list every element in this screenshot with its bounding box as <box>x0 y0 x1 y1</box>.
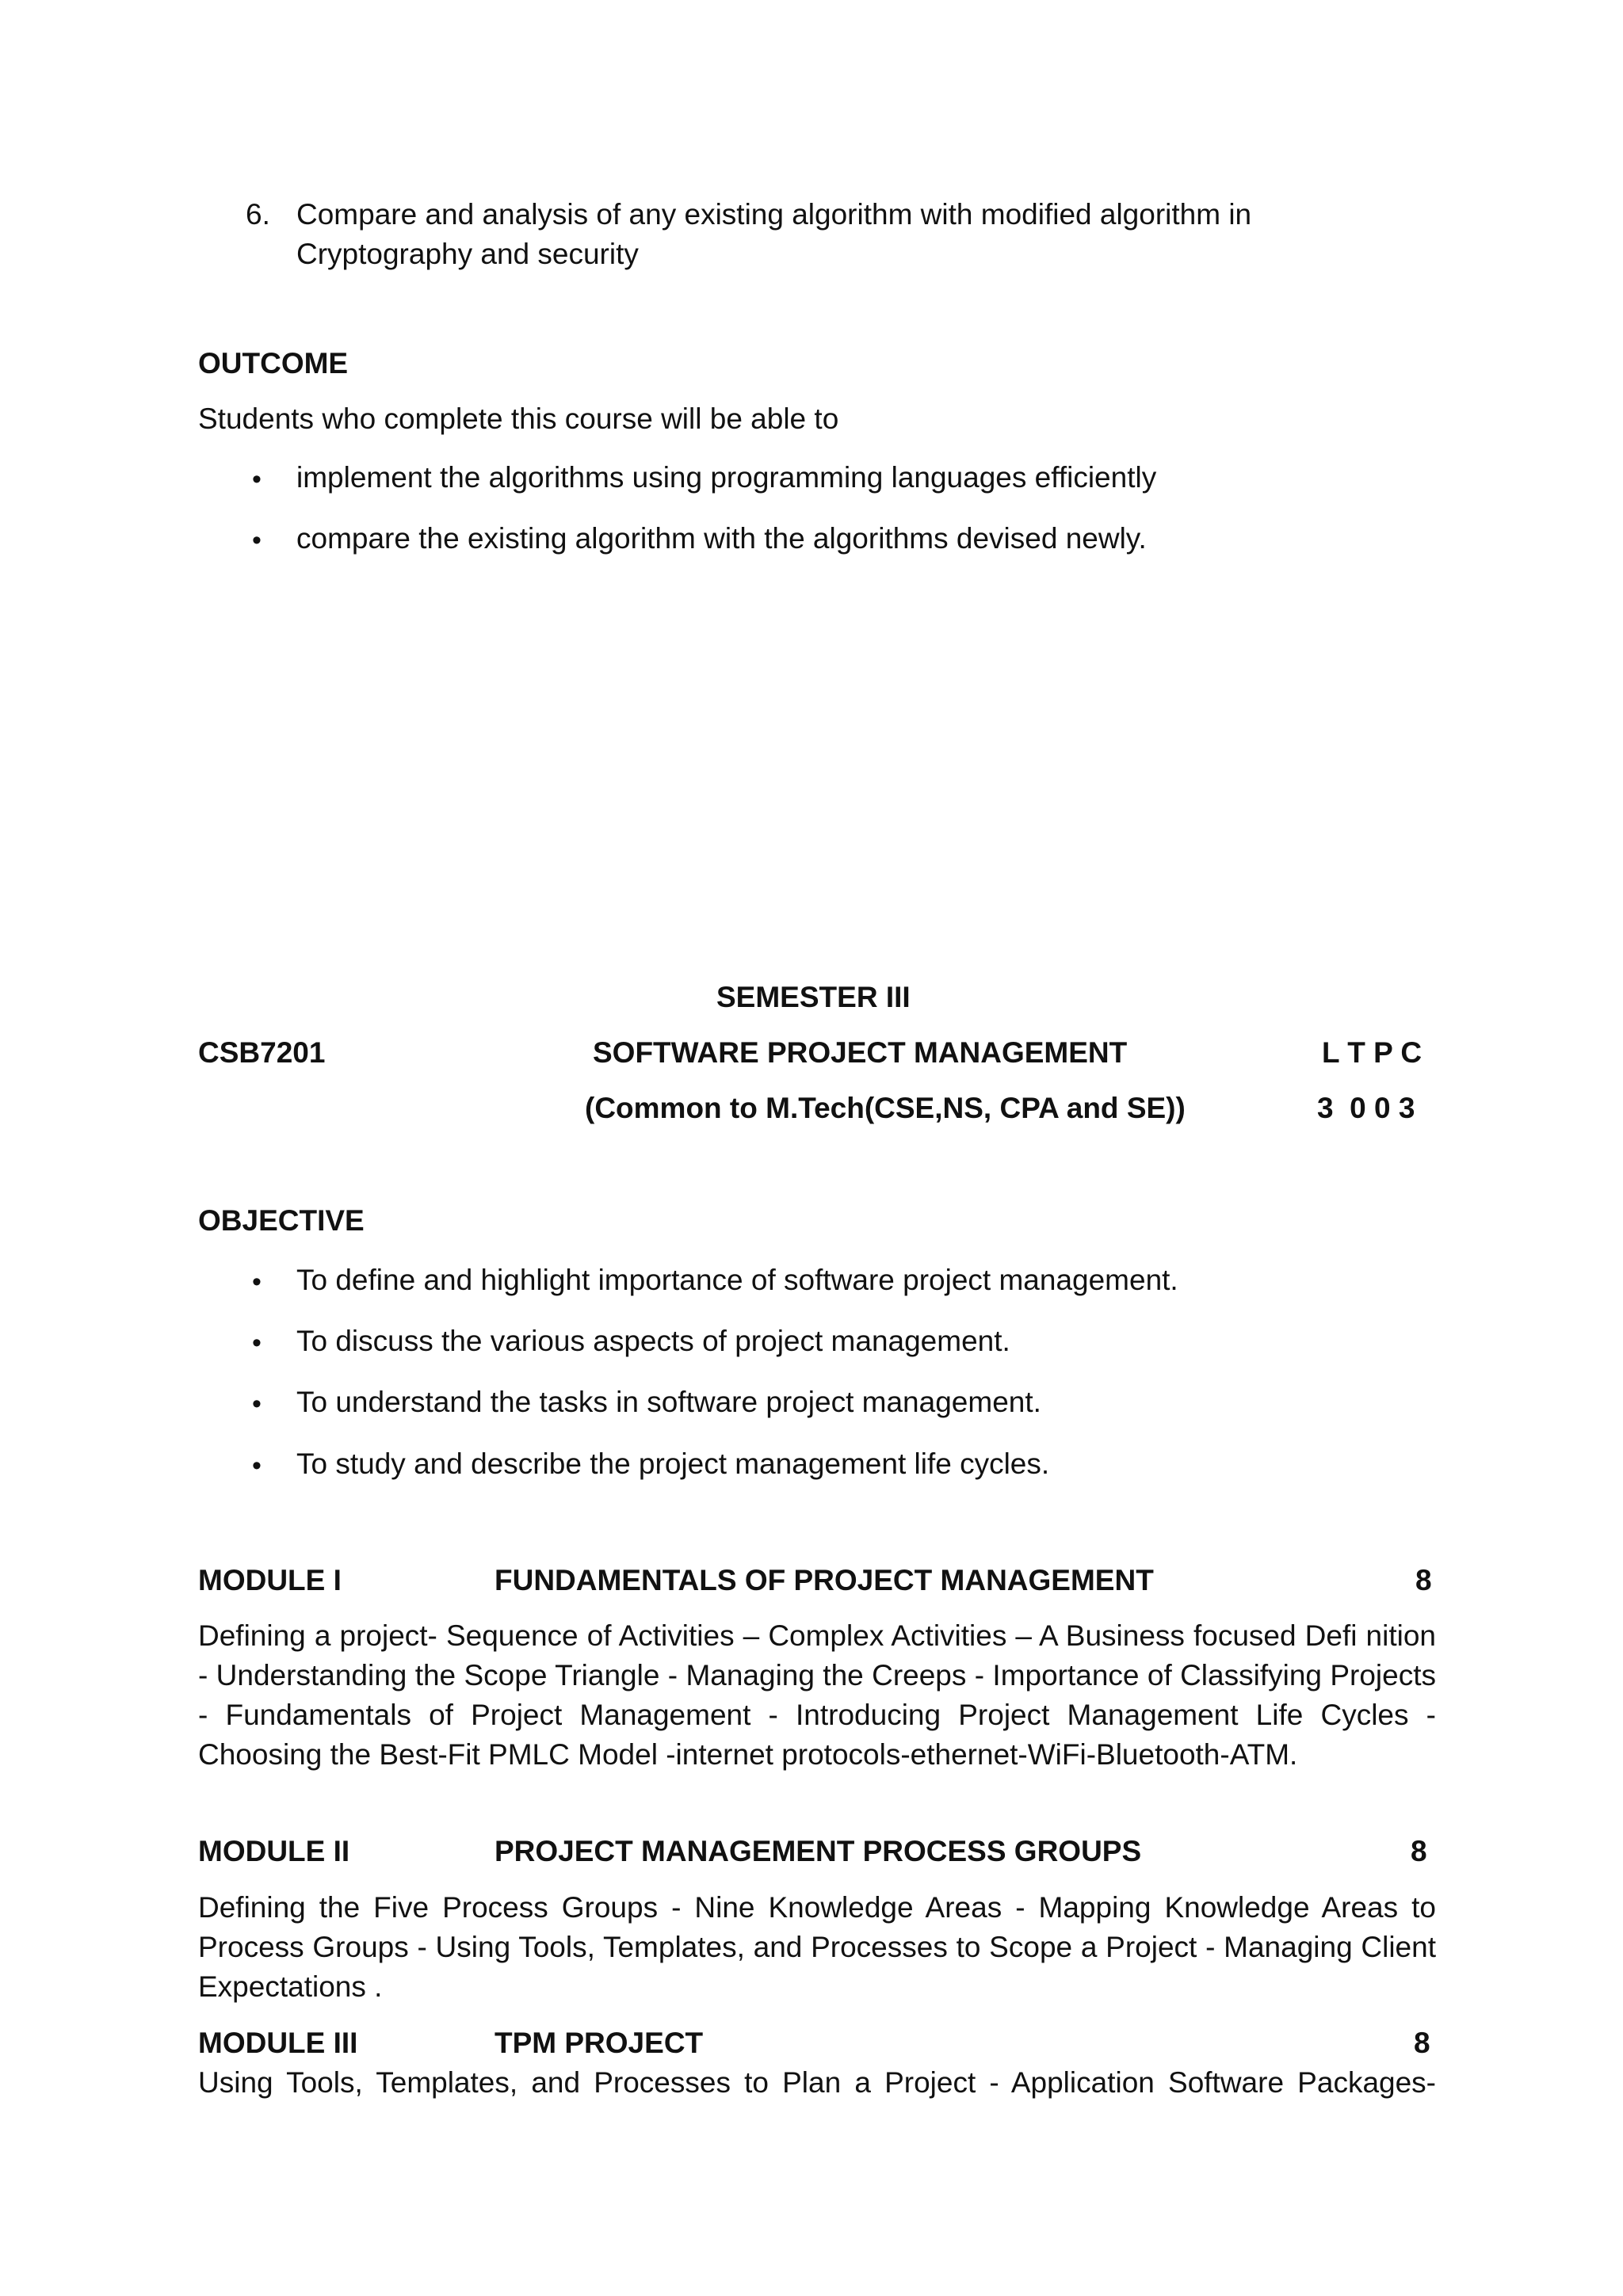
module-label: MODULE II <box>198 1835 350 1867</box>
ltpc-values: 3 0 0 3 <box>1317 1092 1415 1124</box>
bullet-icon: • <box>252 1267 262 1297</box>
list-item-line: Compare and analysis of any existing algorithm with modified algorithm in <box>296 198 1252 231</box>
module-label: MODULE I <box>198 1564 342 1596</box>
module-body: Defining the Five Process Groups - Nine Knowledge Areas - Mapping Knowledge Areas to Process Groups - Using Tools, Templates, and Processes to Scope a Project - Managing Client Expectations . <box>198 1891 1436 2003</box>
bullet-icon: • <box>252 525 262 555</box>
module-hours: 8 <box>1414 2027 1430 2059</box>
course-subtitle: (Common to M.Tech(CSE,NS, CPA and SE)) <box>585 1092 1186 1124</box>
module-hours: 8 <box>1415 1564 1432 1596</box>
outcome-intro: Students who complete this course will be able to <box>198 402 839 435</box>
module-body: Using Tools, Templates, and Processes to Plan a Project - Application Software Packages- <box>198 2066 1436 2099</box>
objective-item: To define and highlight importance of software project management. <box>296 1264 1178 1296</box>
list-number: 6. <box>246 198 270 231</box>
module-title: PROJECT MANAGEMENT PROCESS GROUPS <box>495 1835 1142 1867</box>
module-hours: 8 <box>1411 1835 1427 1867</box>
module-title: TPM PROJECT <box>495 2027 704 2059</box>
module-label: MODULE III <box>198 2027 358 2059</box>
objective-item: To study and describe the project management life cycles. <box>296 1447 1050 1480</box>
bullet-icon: • <box>252 1328 262 1358</box>
module-body: Defining a project- Sequence of Activities – Complex Activities – A Business focused Defi nition - Understanding the Scope Triangle - Managing the Creeps - Importance of Classifying Projects - Fundamentals of Project Management - Introducing Project Management Life Cycles - Choosing the Best-Fit PMLC Model -internet protocols-ethernet-WiFi-Bluetooth-ATM. <box>198 1619 1436 1771</box>
bullet-icon: • <box>252 464 262 494</box>
objective-item: To understand the tasks in software project management. <box>296 1386 1041 1418</box>
list-item-line: Cryptography and security <box>296 238 639 270</box>
outcome-heading: OUTCOME <box>198 347 349 379</box>
course-title: SOFTWARE PROJECT MANAGEMENT <box>593 1036 1128 1069</box>
objective-item: To discuss the various aspects of project management. <box>296 1325 1010 1357</box>
bullet-icon: • <box>252 1451 262 1481</box>
outcome-item: compare the existing algorithm with the algorithms devised newly. <box>296 522 1147 555</box>
course-code: CSB7201 <box>198 1036 326 1069</box>
ltpc-label: L T P C <box>1322 1036 1423 1069</box>
outcome-item: implement the algorithms using programming languages efficiently <box>296 461 1157 494</box>
module-title: FUNDAMENTALS OF PROJECT MANAGEMENT <box>495 1564 1154 1596</box>
bullet-icon: • <box>252 1389 262 1419</box>
semester-title: SEMESTER III <box>716 981 911 1013</box>
objective-heading: OBJECTIVE <box>198 1204 365 1237</box>
